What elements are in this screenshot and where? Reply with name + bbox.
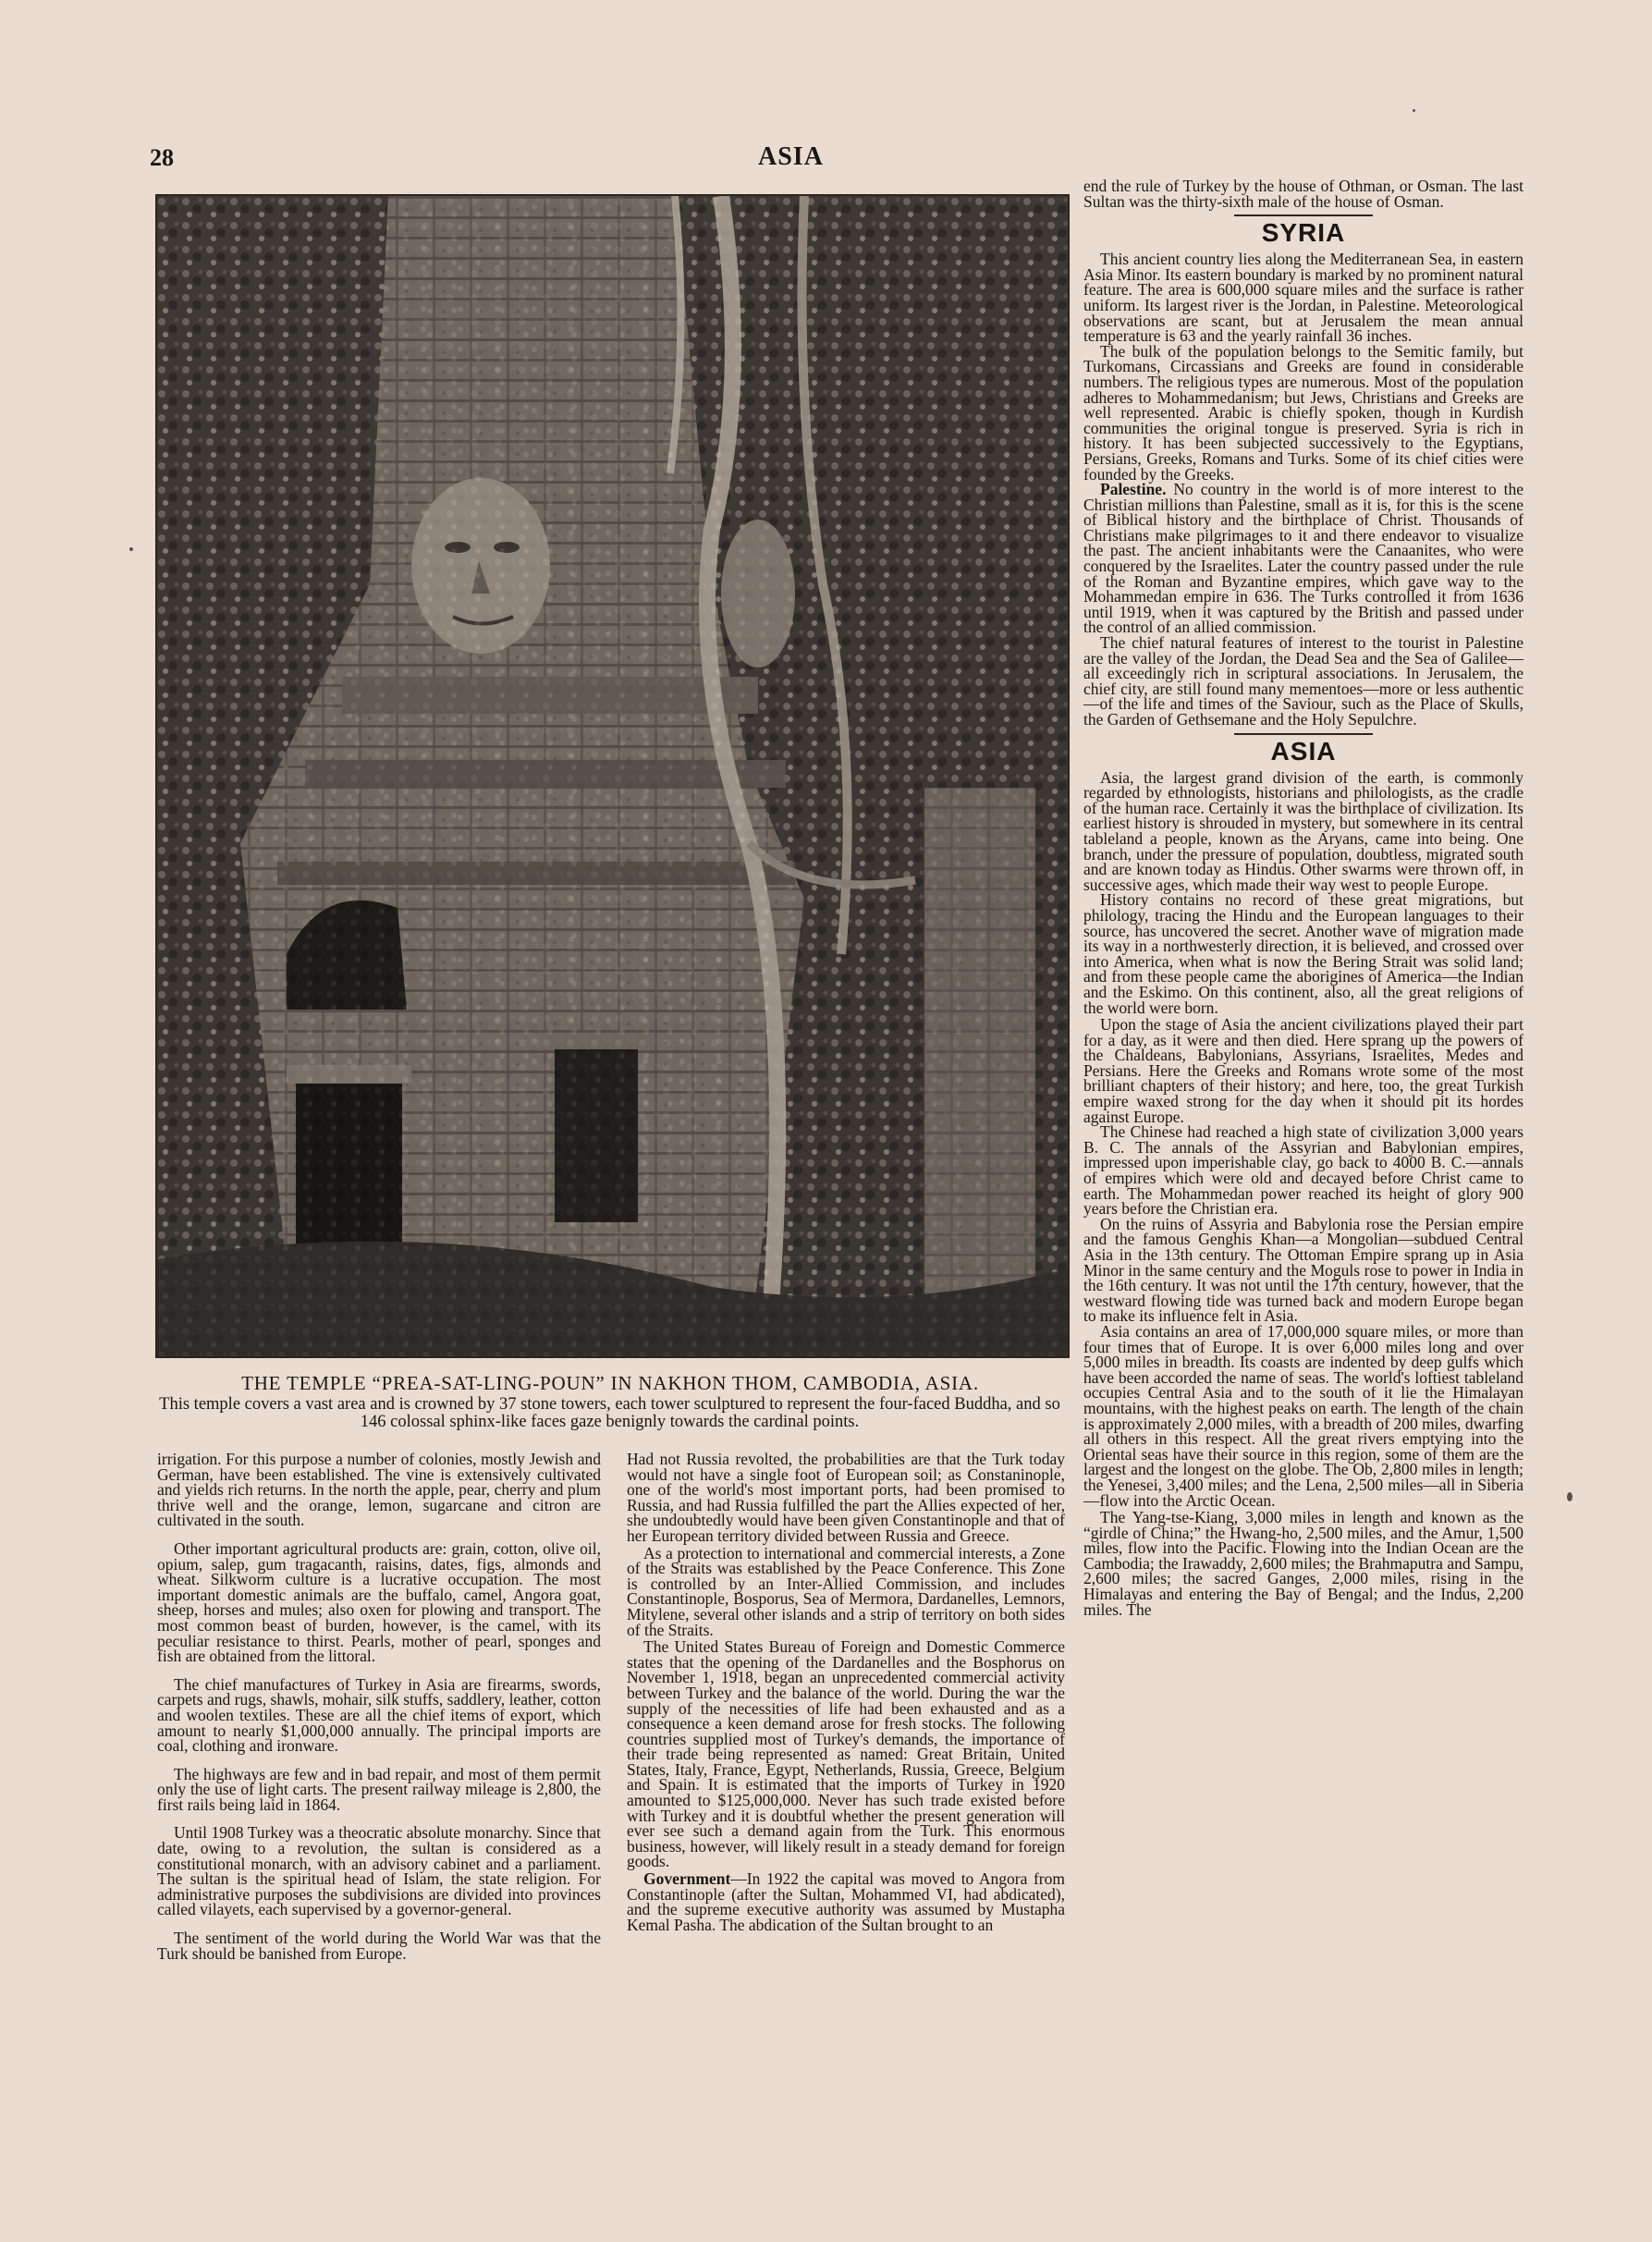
paragraph: Until 1908 Turkey was a theocratic absolute monarchy. Since that date, owing to a revolution, the sultan is considered as a constitutional monarch, with an advisory cabinet and a parliament. The sultan is the spiritual head of Islam, the state religion. For administrative purposes the subdivisions are divided into provinces called vilayets, each supervised by a governor-general. bbox=[157, 1823, 601, 1919]
photo-caption-title: THE TEMPLE “PREA-SAT-LING-POUN” IN NAKHON THOM, CAMBODIA, ASIA. bbox=[241, 1372, 979, 1394]
government-text: —In 1922 the capital was moved to Angora from Constantinople (after the Sultan, Mohammed VI, had abdicated), and the supreme executive authority was assumed by Mustapha Kemal Pasha. The abdication of the Sultan brought to an bbox=[627, 1869, 1065, 1934]
palestine-paragraph bbox=[1083, 482, 1524, 635]
section-rule bbox=[1234, 214, 1373, 216]
paragraph: The United States Bureau of Foreign and Domestic Commerce states that the opening of the Dardanelles and the Bosphorus on November 1, 1918, began an unprecedented commercial activity between Turkey and the balance of the world. During the war the supply of the necessities of life had been exhausted and as a consequence a keen demand arose for fresh stocks. The following countries supplied most of Turkey's demands, the importance of their trade being represented as named: Great Britain, United States, Italy, France, Egypt, Netherlands, Russia, Greece, Belgium and Spain. It is estimated that the imports of Turkey in 1920 amounted to $125,000,000. Never has such trade existed before with Turkey and it is doubtful whether the present generation will ever see such a demand again from the Turk. This enormous business, however, will likely result in a steady demand for foreign goods. bbox=[627, 1637, 1065, 1871]
paragraph: This ancient country lies along the Mediterranean Sea, in eastern Asia Minor. Its eastern boundary is marked by no prominent natural feature. The area is 600,000 square miles and the surface is rather uniform. Its largest river is the Jordan, in Palestine. Meteorological observations are scant, but at Jerusalem the mean annual temperature is 63 and the yearly rainfall 36 inches. bbox=[1083, 250, 1524, 346]
palestine-label: Palestine. bbox=[1100, 480, 1167, 499]
paper-speck bbox=[1413, 109, 1415, 112]
paragraph: The sentiment of the world during the World War was that the Turk should be banished from Europe. bbox=[157, 1929, 601, 1963]
paragraph: The highways are few and in bad repair, and most of them permit only the use of light carts. The present railway mileage is 2,800, the first rails being laid in 1864. bbox=[157, 1764, 601, 1814]
paragraph: Upon the stage of Asia the ancient civilizations played their part for a day, as it were and then died. Here sprang up the powers of the Chaldeans, Babylonians, Assyrians, Israelites, Medes and Persians. Here the Greeks and Romans wrote some of the most brilliant chapters of their history; and here, too, the great Turkish empire waxed strong for the day when it should pit its hordes against Europe. bbox=[1083, 1015, 1524, 1126]
middle-column bbox=[627, 1452, 1065, 1932]
running-head: ASIA bbox=[758, 142, 824, 171]
paragraph: The Chinese had reached a high state of civilization 3,000 years B. C. The annals of the Assyrian and Babylonian empires, impressed upon imperishable clay, go back to 4000 B. C.—annals of empires which were old and decayed before Christ came to earth. The Mohammedan power reached its height of glory 900 years before the Christian era. bbox=[1083, 1122, 1524, 1219]
photo-caption-body: This temple covers a vast area and is crowned by 37 stone towers, each tower sculptured to represent the four-faced Buddha, and so 146 colossal sphinx-like faces gaze benignly towards the cardinal points. bbox=[159, 1395, 1060, 1431]
section-rule bbox=[1234, 733, 1373, 735]
paragraph: irrigation. For this purpose a number of colonies, mostly Jewish and German, have been established. The vine is extensively cultivated and yields rich returns. In the north the apple, pear, cherry and plum thrive well and the orange, lemon, sugarcane and citron are cultivated in the south. bbox=[157, 1450, 601, 1530]
paragraph: The bulk of the population belongs to the Semitic family, but Turkomans, Circassians and Greeks are found in considerable numbers. The religious types are numerous. Most of the population adheres to Mohammedanism; but Jews, Christians and Greeks are well represented. Arabic is chiefly spoken, though in Kurdish communities the original tongue is preserved. Syria is rich in history. It has been subjected successively to the Egyptians, Persians, Greeks, Romans and Turks. Some of its chief cities were founded by the Greeks. bbox=[1083, 341, 1524, 484]
paragraph: Had not Russia revolted, the probabilities are that the Turk today would not have a single foot of European soil; as Constaninople, one of the world's most important ports, had been promised to Russia, and had Russia fulfilled the part the Allies expected of her, she undoubtedly would have been given Constantinople and that of her European territory divided between Russia and Greece. bbox=[627, 1450, 1065, 1545]
paragraph: The chief manufactures of Turkey in Asia are firearms, swords, carpets and rugs, shawls, mohair, silk stuffs, saddlery, leather, cotton and woolen textiles. These are all the chief items of export, which amount to nearly $1,000,000 annually. The principal imports are coal, clothing and ironware. bbox=[157, 1674, 601, 1756]
paragraph: On the ruins of Assyria and Babylonia rose the Persian empire and the famous Genghis Khan—a Mongolian—subdued Central Asia in the 13th century. The Ottoman Empire sprang up in Asia Minor in the same century and the Moguls rose to power in India in the 16th century. It was not until the 17th century, however, that the westward flowing tide was turned back and modern Europe began to make its influence felt in Asia. bbox=[1083, 1214, 1524, 1326]
asia-heading: ASIA bbox=[1270, 736, 1337, 766]
paragraph: As a protection to international and commercial interests, a Zone of the Straits was established by the Peace Conference. This Zone is controlled by an Inter-Allied Commission, and includes Constantinople, Bosporus, Sea of Mermora, Dardanelles, Lemnors, Mitylene, several other islands and a strip of territory on both sides of the Straits. bbox=[627, 1543, 1065, 1639]
paragraph: The Yang-tse-Kiang, 3,000 miles in length and known as the “girdle of China;” the Hwang-ho, 2,500 miles, and the Amur, 1,500 miles, flow into the Pacific. Flowing into the Indian Ocean are the Cambodia; the Irawaddy, 2,600 miles; the Brahmaputra and Sampu, 2,600 miles; the sacred Ganges, 2,000 miles, rising in the Himalayas and entering the Bay of Bengal; and the Indus, 2,200 miles. The bbox=[1083, 1508, 1524, 1619]
paragraph: Asia contains an area of 17,000,000 square miles, or more than four times that of Europe. It is over 6,000 miles long and over 5,000 miles in breadth. Its coasts are indented by deep gulfs which have been accorded the name of seas. The world's loftiest tableland occupies Central Asia and to the south of it lie the Himalayan mountains, with the highest peaks on earth. The length of the chain is approximately 2,000 miles, with a breadth of 200 miles, dwarfing all others in this respect. All the great rivers emptying into the Oriental seas have their source in this region, some of them are the largest and the longest on the globe. The Ob, 2,800 miles in length; the Yenesei, 3,400 miles; and the Lena, 2,500 miles—all in Siberia—flow into the Arctic Ocean. bbox=[1083, 1321, 1524, 1510]
page-number: 28 bbox=[150, 144, 174, 171]
paragraph: History contains no record of these great migrations, but philology, tracing the Hindu and the European languages to their source, has uncovered the secret. Another wave of migration made its way in a northwesterly direction, it is believed, and crossed over into America, when what is now the Bering Strait was solid land; and from these people came the aborigines of America—the Indian and the Eskimo. On this continent, also, all the great religions of the world were born. bbox=[1083, 890, 1524, 1017]
paper-speck bbox=[1567, 1492, 1572, 1501]
paragraph: Other important agricultural products are: grain, cotton, olive oil, opium, salep, gum tragacanth, raisins, dates, figs, almonds and wheat. Silkworm culture is a lucrative occupation. The most important domestic animals are the buffalo, camel, Angora goat, sheep, horses and mules; also oxen for plowing and transport. The most common beast of burden, however, is the camel, with its peculiar resistance to thirst. Pearls, mother of pearl, sponges and fish are obtained from the littoral. bbox=[157, 1538, 601, 1666]
syria-heading: SYRIA bbox=[1261, 218, 1346, 248]
paper-speck bbox=[129, 547, 133, 551]
paragraph: The chief natural features of interest to the tourist in Palestine are the valley of the Jordan, the Dead Sea and the Sea of Galilee—all exceedingly rich in scriptural associations. In Jerusalem, the chief city, are still found many mementoes—more or less authentic—of the life and times of the Saviour, such as the Place of Skulls, the Garden of Gethsemane and the Holy Sepulchre. bbox=[1083, 633, 1524, 729]
paragraph: Asia, the largest grand division of the earth, is commonly regarded by ethnologists, historians and philologists, as the cradle of the human race. Certainly it was the birthplace of civilization. Its earliest history is shrouded in mystery, but somewhere in its central tableland a people, known as the Aryans, came into being. One branch, under the pressure of population, doubtless, migrated south and are known today as Hindus. Other swarms were thrown off, in successive ages, which made their way west to people Europe. bbox=[1083, 767, 1524, 894]
government-paragraph bbox=[627, 1871, 1065, 1932]
right-column bbox=[1083, 178, 1524, 1617]
left-column bbox=[157, 1452, 601, 1961]
palestine-text: No country in the world is of more interest to the Christian millions than Palestine, small as it is, for this is the scene of Biblical history and the birthplace of Christ. Thousands of Christians make pilgrimages to it and there endeavor to visualize the past. The ancient inhabitants were the Canaanites, who were conquered by the Israelites. Later the country passed under the rule of the Roman and Byzantine empires, which gave way to the Mohammedan empire in 636. The Turks controlled it from 1636 until 1919, when it was captured by the British and passed under the control of an allied commission. bbox=[1083, 480, 1524, 637]
government-label: Government bbox=[643, 1869, 731, 1889]
temple-photograph bbox=[155, 194, 1070, 1358]
intro-paragraph: end the rule of Turkey by the house of Othman, or Osman. The last Sultan was the thirty-sixth male of the house of Osman. bbox=[1083, 177, 1524, 211]
